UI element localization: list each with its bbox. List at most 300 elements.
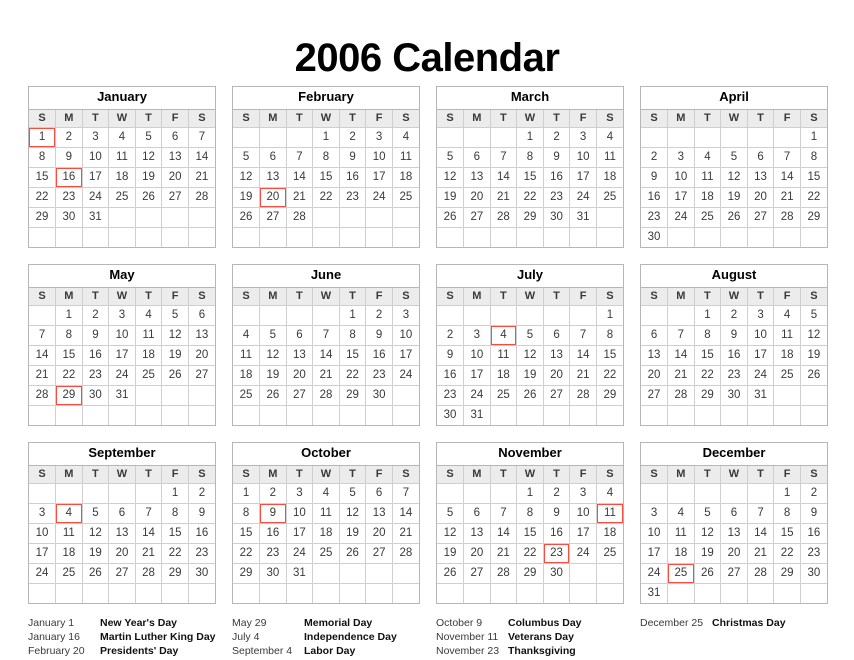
day-cell[interactable]: 13 — [641, 345, 668, 365]
day-cell[interactable]: 28 — [774, 207, 801, 227]
day-cell[interactable]: 10 — [366, 147, 393, 167]
day-cell[interactable]: 9 — [437, 345, 464, 365]
day-cell[interactable]: 9 — [721, 325, 748, 345]
day-cell[interactable]: 25 — [596, 543, 623, 563]
day-cell[interactable]: 3 — [570, 127, 597, 147]
day-cell[interactable]: 7 — [188, 127, 215, 147]
day-cell[interactable]: 4 — [313, 483, 340, 503]
day-cell[interactable]: 15 — [29, 167, 56, 187]
day-cell[interactable]: 14 — [313, 345, 340, 365]
day-cell[interactable]: 25 — [694, 207, 721, 227]
day-cell[interactable]: 30 — [641, 227, 668, 247]
day-cell[interactable]: 27 — [188, 365, 215, 385]
day-cell[interactable]: 16 — [366, 345, 393, 365]
day-cell[interactable]: 11 — [233, 345, 260, 365]
day-cell[interactable]: 21 — [313, 365, 340, 385]
day-cell[interactable]: 6 — [366, 483, 393, 503]
day-cell[interactable]: 18 — [668, 543, 695, 563]
day-cell[interactable]: 22 — [56, 365, 83, 385]
day-cell[interactable]: 27 — [464, 563, 491, 583]
day-cell[interactable]: 24 — [570, 543, 597, 563]
holiday-day-cell[interactable]: 4 — [56, 503, 83, 523]
day-cell[interactable]: 20 — [721, 543, 748, 563]
day-cell[interactable]: 13 — [366, 503, 393, 523]
day-cell[interactable]: 13 — [188, 325, 215, 345]
holiday-day-cell[interactable]: 25 — [668, 563, 695, 583]
day-cell[interactable]: 11 — [109, 147, 136, 167]
day-cell[interactable]: 31 — [109, 385, 136, 405]
day-cell[interactable]: 26 — [437, 207, 464, 227]
day-cell[interactable]: 12 — [437, 167, 464, 187]
day-cell[interactable]: 13 — [464, 523, 491, 543]
day-cell[interactable]: 5 — [260, 325, 287, 345]
day-cell[interactable]: 15 — [800, 167, 827, 187]
day-cell[interactable]: 6 — [747, 147, 774, 167]
day-cell[interactable]: 21 — [747, 543, 774, 563]
day-cell[interactable]: 30 — [543, 563, 570, 583]
day-cell[interactable]: 18 — [233, 365, 260, 385]
day-cell[interactable]: 19 — [437, 187, 464, 207]
day-cell[interactable]: 19 — [721, 187, 748, 207]
day-cell[interactable]: 5 — [517, 325, 544, 345]
day-cell[interactable]: 22 — [517, 187, 544, 207]
day-cell[interactable]: 16 — [260, 523, 287, 543]
day-cell[interactable]: 10 — [29, 523, 56, 543]
day-cell[interactable]: 3 — [464, 325, 491, 345]
day-cell[interactable]: 22 — [800, 187, 827, 207]
day-cell[interactable]: 16 — [188, 523, 215, 543]
day-cell[interactable]: 23 — [800, 543, 827, 563]
day-cell[interactable]: 11 — [392, 147, 419, 167]
day-cell[interactable]: 1 — [56, 305, 83, 325]
day-cell[interactable]: 18 — [135, 345, 162, 365]
day-cell[interactable]: 25 — [490, 385, 517, 405]
day-cell[interactable]: 16 — [641, 187, 668, 207]
day-cell[interactable]: 26 — [517, 385, 544, 405]
holiday-day-cell[interactable]: 23 — [543, 543, 570, 563]
day-cell[interactable]: 7 — [392, 483, 419, 503]
day-cell[interactable]: 5 — [721, 147, 748, 167]
day-cell[interactable]: 13 — [286, 345, 313, 365]
day-cell[interactable]: 28 — [135, 563, 162, 583]
day-cell[interactable]: 28 — [392, 543, 419, 563]
day-cell[interactable]: 3 — [641, 503, 668, 523]
day-cell[interactable]: 10 — [392, 325, 419, 345]
day-cell[interactable]: 21 — [774, 187, 801, 207]
day-cell[interactable]: 1 — [162, 483, 189, 503]
day-cell[interactable]: 6 — [543, 325, 570, 345]
day-cell[interactable]: 20 — [641, 365, 668, 385]
day-cell[interactable]: 12 — [437, 523, 464, 543]
day-cell[interactable]: 22 — [339, 365, 366, 385]
day-cell[interactable]: 9 — [543, 503, 570, 523]
day-cell[interactable]: 31 — [82, 207, 109, 227]
day-cell[interactable]: 7 — [490, 503, 517, 523]
day-cell[interactable]: 22 — [596, 365, 623, 385]
day-cell[interactable]: 23 — [641, 207, 668, 227]
day-cell[interactable]: 27 — [464, 207, 491, 227]
day-cell[interactable]: 10 — [641, 523, 668, 543]
holiday-day-cell[interactable]: 16 — [56, 167, 83, 187]
day-cell[interactable]: 8 — [694, 325, 721, 345]
day-cell[interactable]: 13 — [162, 147, 189, 167]
day-cell[interactable]: 5 — [162, 305, 189, 325]
day-cell[interactable]: 14 — [774, 167, 801, 187]
day-cell[interactable]: 16 — [339, 167, 366, 187]
day-cell[interactable]: 7 — [668, 325, 695, 345]
day-cell[interactable]: 28 — [286, 207, 313, 227]
day-cell[interactable]: 20 — [162, 167, 189, 187]
day-cell[interactable]: 28 — [29, 385, 56, 405]
day-cell[interactable]: 1 — [517, 127, 544, 147]
day-cell[interactable]: 15 — [162, 523, 189, 543]
day-cell[interactable]: 24 — [570, 187, 597, 207]
day-cell[interactable]: 10 — [570, 503, 597, 523]
day-cell[interactable]: 4 — [668, 503, 695, 523]
day-cell[interactable]: 11 — [694, 167, 721, 187]
day-cell[interactable]: 24 — [29, 563, 56, 583]
day-cell[interactable]: 21 — [188, 167, 215, 187]
day-cell[interactable]: 15 — [694, 345, 721, 365]
day-cell[interactable]: 17 — [82, 167, 109, 187]
holiday-day-cell[interactable]: 9 — [260, 503, 287, 523]
day-cell[interactable]: 26 — [694, 563, 721, 583]
day-cell[interactable]: 24 — [366, 187, 393, 207]
day-cell[interactable]: 3 — [109, 305, 136, 325]
day-cell[interactable]: 25 — [135, 365, 162, 385]
day-cell[interactable]: 12 — [800, 325, 827, 345]
day-cell[interactable]: 6 — [162, 127, 189, 147]
day-cell[interactable]: 4 — [774, 305, 801, 325]
day-cell[interactable]: 16 — [543, 523, 570, 543]
day-cell[interactable]: 27 — [109, 563, 136, 583]
day-cell[interactable]: 7 — [29, 325, 56, 345]
day-cell[interactable]: 20 — [366, 523, 393, 543]
day-cell[interactable]: 26 — [162, 365, 189, 385]
day-cell[interactable]: 15 — [313, 167, 340, 187]
day-cell[interactable]: 12 — [517, 345, 544, 365]
day-cell[interactable]: 16 — [800, 523, 827, 543]
day-cell[interactable]: 16 — [543, 167, 570, 187]
day-cell[interactable]: 10 — [109, 325, 136, 345]
day-cell[interactable]: 29 — [517, 563, 544, 583]
day-cell[interactable]: 3 — [668, 147, 695, 167]
day-cell[interactable]: 13 — [721, 523, 748, 543]
day-cell[interactable]: 28 — [490, 563, 517, 583]
day-cell[interactable]: 26 — [800, 365, 827, 385]
day-cell[interactable]: 4 — [392, 127, 419, 147]
day-cell[interactable]: 19 — [135, 167, 162, 187]
day-cell[interactable]: 25 — [392, 187, 419, 207]
day-cell[interactable]: 4 — [135, 305, 162, 325]
day-cell[interactable]: 25 — [56, 563, 83, 583]
day-cell[interactable]: 1 — [694, 305, 721, 325]
day-cell[interactable]: 19 — [694, 543, 721, 563]
day-cell[interactable]: 7 — [747, 503, 774, 523]
day-cell[interactable]: 3 — [366, 127, 393, 147]
day-cell[interactable]: 17 — [747, 345, 774, 365]
day-cell[interactable]: 27 — [162, 187, 189, 207]
day-cell[interactable]: 12 — [721, 167, 748, 187]
day-cell[interactable]: 8 — [774, 503, 801, 523]
day-cell[interactable]: 22 — [774, 543, 801, 563]
day-cell[interactable]: 30 — [437, 405, 464, 425]
day-cell[interactable]: 31 — [747, 385, 774, 405]
day-cell[interactable]: 3 — [286, 483, 313, 503]
day-cell[interactable]: 28 — [490, 207, 517, 227]
day-cell[interactable]: 3 — [82, 127, 109, 147]
day-cell[interactable]: 15 — [233, 523, 260, 543]
day-cell[interactable]: 17 — [641, 543, 668, 563]
day-cell[interactable]: 31 — [286, 563, 313, 583]
day-cell[interactable]: 12 — [82, 523, 109, 543]
day-cell[interactable]: 2 — [800, 483, 827, 503]
day-cell[interactable]: 11 — [135, 325, 162, 345]
holiday-day-cell[interactable]: 1 — [29, 127, 56, 147]
day-cell[interactable]: 25 — [233, 385, 260, 405]
day-cell[interactable]: 1 — [233, 483, 260, 503]
day-cell[interactable]: 4 — [109, 127, 136, 147]
day-cell[interactable]: 2 — [188, 483, 215, 503]
day-cell[interactable]: 27 — [747, 207, 774, 227]
day-cell[interactable]: 15 — [339, 345, 366, 365]
day-cell[interactable]: 8 — [29, 147, 56, 167]
day-cell[interactable]: 19 — [82, 543, 109, 563]
day-cell[interactable]: 19 — [233, 187, 260, 207]
day-cell[interactable]: 14 — [570, 345, 597, 365]
day-cell[interactable]: 18 — [392, 167, 419, 187]
day-cell[interactable]: 6 — [188, 305, 215, 325]
day-cell[interactable]: 21 — [570, 365, 597, 385]
day-cell[interactable]: 11 — [490, 345, 517, 365]
day-cell[interactable]: 15 — [774, 523, 801, 543]
day-cell[interactable]: 3 — [570, 483, 597, 503]
day-cell[interactable]: 31 — [464, 405, 491, 425]
day-cell[interactable]: 17 — [570, 167, 597, 187]
day-cell[interactable]: 21 — [490, 543, 517, 563]
day-cell[interactable]: 15 — [517, 167, 544, 187]
day-cell[interactable]: 7 — [135, 503, 162, 523]
day-cell[interactable]: 13 — [543, 345, 570, 365]
day-cell[interactable]: 1 — [774, 483, 801, 503]
day-cell[interactable]: 11 — [56, 523, 83, 543]
day-cell[interactable]: 17 — [29, 543, 56, 563]
day-cell[interactable]: 9 — [366, 325, 393, 345]
day-cell[interactable]: 18 — [56, 543, 83, 563]
day-cell[interactable]: 27 — [366, 543, 393, 563]
day-cell[interactable]: 6 — [721, 503, 748, 523]
day-cell[interactable]: 23 — [543, 187, 570, 207]
day-cell[interactable]: 10 — [286, 503, 313, 523]
day-cell[interactable]: 29 — [596, 385, 623, 405]
day-cell[interactable]: 19 — [437, 543, 464, 563]
day-cell[interactable]: 14 — [188, 147, 215, 167]
day-cell[interactable]: 20 — [286, 365, 313, 385]
day-cell[interactable]: 5 — [437, 147, 464, 167]
day-cell[interactable]: 18 — [596, 167, 623, 187]
day-cell[interactable]: 2 — [366, 305, 393, 325]
day-cell[interactable]: 27 — [721, 563, 748, 583]
day-cell[interactable]: 2 — [543, 127, 570, 147]
day-cell[interactable]: 5 — [437, 503, 464, 523]
day-cell[interactable]: 4 — [233, 325, 260, 345]
day-cell[interactable]: 28 — [188, 187, 215, 207]
day-cell[interactable]: 26 — [437, 563, 464, 583]
day-cell[interactable]: 8 — [339, 325, 366, 345]
day-cell[interactable]: 9 — [56, 147, 83, 167]
day-cell[interactable]: 26 — [339, 543, 366, 563]
day-cell[interactable]: 7 — [286, 147, 313, 167]
day-cell[interactable]: 14 — [286, 167, 313, 187]
day-cell[interactable]: 2 — [82, 305, 109, 325]
day-cell[interactable]: 16 — [82, 345, 109, 365]
day-cell[interactable]: 2 — [641, 147, 668, 167]
day-cell[interactable]: 16 — [721, 345, 748, 365]
day-cell[interactable]: 24 — [109, 365, 136, 385]
day-cell[interactable]: 12 — [260, 345, 287, 365]
day-cell[interactable]: 30 — [56, 207, 83, 227]
day-cell[interactable]: 11 — [596, 147, 623, 167]
day-cell[interactable]: 8 — [517, 503, 544, 523]
day-cell[interactable]: 24 — [392, 365, 419, 385]
day-cell[interactable]: 12 — [135, 147, 162, 167]
day-cell[interactable]: 6 — [286, 325, 313, 345]
day-cell[interactable]: 9 — [641, 167, 668, 187]
day-cell[interactable]: 16 — [437, 365, 464, 385]
day-cell[interactable]: 7 — [774, 147, 801, 167]
day-cell[interactable]: 14 — [747, 523, 774, 543]
day-cell[interactable]: 30 — [260, 563, 287, 583]
day-cell[interactable]: 5 — [800, 305, 827, 325]
day-cell[interactable]: 28 — [668, 385, 695, 405]
day-cell[interactable]: 26 — [260, 385, 287, 405]
day-cell[interactable]: 4 — [596, 127, 623, 147]
day-cell[interactable]: 10 — [668, 167, 695, 187]
day-cell[interactable]: 17 — [464, 365, 491, 385]
day-cell[interactable]: 31 — [641, 583, 668, 603]
day-cell[interactable]: 18 — [694, 187, 721, 207]
day-cell[interactable]: 6 — [464, 147, 491, 167]
day-cell[interactable]: 1 — [313, 127, 340, 147]
day-cell[interactable]: 3 — [747, 305, 774, 325]
day-cell[interactable]: 28 — [570, 385, 597, 405]
day-cell[interactable]: 1 — [517, 483, 544, 503]
day-cell[interactable]: 25 — [109, 187, 136, 207]
day-cell[interactable]: 8 — [233, 503, 260, 523]
day-cell[interactable]: 17 — [109, 345, 136, 365]
day-cell[interactable]: 30 — [721, 385, 748, 405]
day-cell[interactable]: 7 — [570, 325, 597, 345]
day-cell[interactable]: 26 — [82, 563, 109, 583]
day-cell[interactable]: 21 — [490, 187, 517, 207]
day-cell[interactable]: 26 — [721, 207, 748, 227]
day-cell[interactable]: 20 — [464, 187, 491, 207]
day-cell[interactable]: 10 — [82, 147, 109, 167]
day-cell[interactable]: 23 — [437, 385, 464, 405]
day-cell[interactable]: 27 — [543, 385, 570, 405]
day-cell[interactable]: 17 — [392, 345, 419, 365]
day-cell[interactable]: 6 — [260, 147, 287, 167]
day-cell[interactable]: 19 — [517, 365, 544, 385]
day-cell[interactable]: 10 — [464, 345, 491, 365]
day-cell[interactable]: 29 — [162, 563, 189, 583]
day-cell[interactable]: 20 — [747, 187, 774, 207]
day-cell[interactable]: 27 — [286, 385, 313, 405]
day-cell[interactable]: 24 — [641, 563, 668, 583]
day-cell[interactable]: 5 — [339, 483, 366, 503]
day-cell[interactable]: 22 — [162, 543, 189, 563]
day-cell[interactable]: 6 — [464, 503, 491, 523]
day-cell[interactable]: 8 — [517, 147, 544, 167]
day-cell[interactable]: 24 — [747, 365, 774, 385]
day-cell[interactable]: 22 — [233, 543, 260, 563]
day-cell[interactable]: 21 — [668, 365, 695, 385]
day-cell[interactable]: 18 — [774, 345, 801, 365]
day-cell[interactable]: 23 — [56, 187, 83, 207]
day-cell[interactable]: 4 — [694, 147, 721, 167]
day-cell[interactable]: 21 — [135, 543, 162, 563]
day-cell[interactable]: 17 — [668, 187, 695, 207]
day-cell[interactable]: 23 — [82, 365, 109, 385]
day-cell[interactable]: 29 — [339, 385, 366, 405]
day-cell[interactable]: 24 — [286, 543, 313, 563]
day-cell[interactable]: 17 — [366, 167, 393, 187]
day-cell[interactable]: 30 — [188, 563, 215, 583]
day-cell[interactable]: 23 — [721, 365, 748, 385]
day-cell[interactable]: 5 — [233, 147, 260, 167]
day-cell[interactable]: 29 — [800, 207, 827, 227]
day-cell[interactable]: 9 — [800, 503, 827, 523]
holiday-day-cell[interactable]: 11 — [596, 503, 623, 523]
day-cell[interactable]: 2 — [56, 127, 83, 147]
day-cell[interactable]: 30 — [800, 563, 827, 583]
day-cell[interactable]: 9 — [188, 503, 215, 523]
day-cell[interactable]: 5 — [82, 503, 109, 523]
day-cell[interactable]: 2 — [721, 305, 748, 325]
day-cell[interactable]: 6 — [109, 503, 136, 523]
day-cell[interactable]: 24 — [82, 187, 109, 207]
day-cell[interactable]: 21 — [392, 523, 419, 543]
day-cell[interactable]: 1 — [800, 127, 827, 147]
day-cell[interactable]: 21 — [29, 365, 56, 385]
day-cell[interactable]: 14 — [490, 523, 517, 543]
day-cell[interactable]: 10 — [570, 147, 597, 167]
day-cell[interactable]: 19 — [260, 365, 287, 385]
day-cell[interactable]: 6 — [641, 325, 668, 345]
day-cell[interactable]: 23 — [339, 187, 366, 207]
day-cell[interactable]: 18 — [490, 365, 517, 385]
day-cell[interactable]: 13 — [260, 167, 287, 187]
day-cell[interactable]: 13 — [464, 167, 491, 187]
day-cell[interactable]: 31 — [570, 207, 597, 227]
day-cell[interactable]: 8 — [162, 503, 189, 523]
day-cell[interactable]: 22 — [694, 365, 721, 385]
day-cell[interactable]: 17 — [570, 523, 597, 543]
day-cell[interactable]: 8 — [800, 147, 827, 167]
day-cell[interactable]: 30 — [543, 207, 570, 227]
holiday-day-cell[interactable]: 4 — [490, 325, 517, 345]
day-cell[interactable]: 1 — [596, 305, 623, 325]
day-cell[interactable]: 12 — [233, 167, 260, 187]
holiday-day-cell[interactable]: 20 — [260, 187, 287, 207]
day-cell[interactable]: 10 — [747, 325, 774, 345]
day-cell[interactable]: 3 — [29, 503, 56, 523]
day-cell[interactable]: 17 — [286, 523, 313, 543]
day-cell[interactable]: 2 — [437, 325, 464, 345]
day-cell[interactable]: 29 — [774, 563, 801, 583]
day-cell[interactable]: 14 — [135, 523, 162, 543]
day-cell[interactable]: 9 — [339, 147, 366, 167]
